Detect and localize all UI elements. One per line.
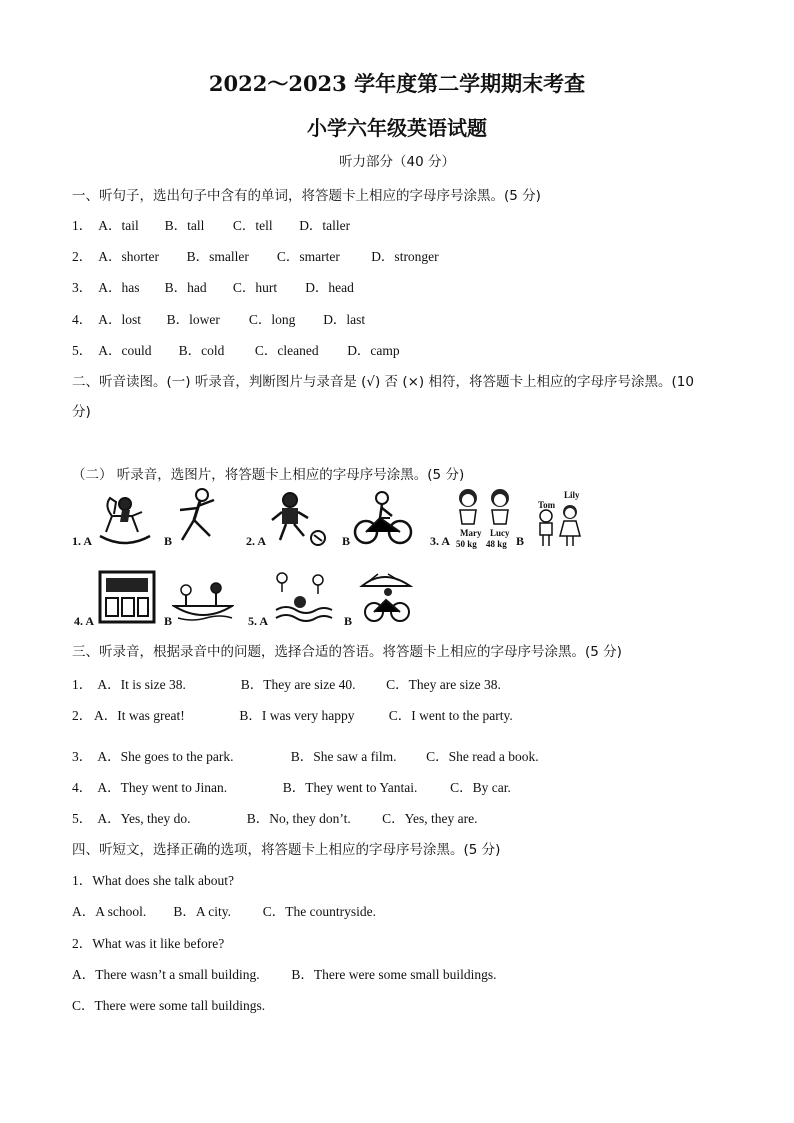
option-b: B．A city. — [173, 904, 232, 919]
s4-question-2: 2．What was it like before? — [72, 936, 225, 951]
s3-question-3 — [72, 745, 539, 765]
option-a: A．A school. — [72, 904, 147, 919]
question-number: 3． — [72, 280, 93, 295]
option-d: D．taller — [299, 218, 351, 233]
picture-row-2 — [72, 566, 432, 630]
option-d: D．camp — [347, 343, 400, 358]
listening-part-label: 听力部分（40 分） — [339, 154, 455, 170]
option-a: A．Yes, they do. — [97, 811, 191, 826]
q1-label-a: 1. A — [72, 534, 93, 548]
q3-label-a: 3. A — [430, 534, 451, 548]
option-a: A．They went to Jinan. — [97, 780, 228, 795]
option-a: A．tail — [98, 218, 139, 233]
option-d: D．head — [305, 280, 354, 295]
shop-picture-image — [96, 568, 158, 626]
mary-label: Mary — [460, 528, 482, 538]
boy-bicycle-image — [352, 488, 414, 548]
option-c: C．I went to the party. — [388, 708, 513, 723]
picture-row-1 — [72, 486, 632, 550]
option-b: B．I was very happy — [239, 708, 355, 723]
boy-girl-height-image — [534, 500, 584, 548]
question-number: 2． — [72, 249, 93, 264]
option-c: C．cleaned — [254, 343, 319, 358]
option-b: B．had — [164, 280, 207, 295]
section2-heading-cont: 分) — [72, 404, 91, 420]
q3-label-b: B — [516, 534, 525, 548]
option-c: C．tell — [232, 218, 273, 233]
option-d: D．stronger — [371, 249, 439, 264]
section1-heading: 一、听句子，选出句子中含有的单词，将答题卡上相应的字母序号涂黑。(5 分) — [72, 188, 541, 204]
question-number: 4． — [72, 312, 93, 327]
question-number: 1． — [72, 677, 93, 692]
section2-heading: 二、听音读图。(一) 听录音，判断图片与录音是 (√) 否 (×) 相符，将答题卡上相应的字母序号涂黑。(10 — [72, 374, 694, 390]
option-a: A．It was great! — [94, 708, 185, 723]
option-a: A．lost — [98, 312, 142, 327]
exam-title: 2022～2023 学年度第二学期期末考查 — [208, 71, 586, 96]
s4-question-2-options — [72, 963, 496, 983]
s1-question-1 — [72, 214, 350, 234]
option-a: A．could — [98, 343, 152, 358]
option-a: A．She goes to the park. — [97, 749, 234, 764]
option-c: C．long — [248, 312, 296, 327]
option-b: B．They are size 40. — [240, 677, 356, 692]
option-a: A．shorter — [98, 249, 160, 264]
option-b: B．smaller — [186, 249, 249, 264]
s1-question-2 — [72, 245, 439, 265]
option-b: B．tall — [164, 218, 205, 233]
boy-football-image — [268, 490, 330, 548]
s3-question-5 — [72, 807, 478, 827]
q4-label-b: B — [164, 614, 173, 628]
q2-label-a: 2. A — [246, 534, 267, 548]
tom-label: Tom — [538, 500, 556, 510]
q2-label-b: B — [342, 534, 351, 548]
cycling-tree-image — [354, 568, 416, 626]
option-c: C．hurt — [232, 280, 278, 295]
question-number: 4． — [72, 780, 93, 795]
lucy-label: Lucy — [490, 528, 510, 538]
option-c: C．By car. — [450, 780, 511, 795]
option-c: C．She read a book. — [426, 749, 539, 764]
s3-question-2-options — [94, 704, 513, 724]
question-number: 5． — [72, 343, 93, 358]
q5-label-b: B — [344, 614, 353, 628]
option-b: B．cold — [178, 343, 225, 358]
lucy-weight: 48 kg — [486, 539, 507, 549]
s3-question-1 — [72, 673, 501, 693]
s3-question-4 — [72, 776, 511, 796]
section4-heading: 四、听短文，选择正确的选项，将答题卡上相应的字母序号涂黑。(5 分) — [72, 842, 501, 858]
q5-label-a: 5. A — [248, 614, 269, 628]
s4-question-1: 1．What does she talk about? — [72, 873, 234, 888]
s4-question-2-option-c: C．There were some tall buildings. — [72, 998, 266, 1013]
option-c: C．smarter — [276, 249, 340, 264]
s1-question-3 — [72, 276, 354, 296]
s1-question-4 — [72, 308, 365, 328]
mary-weight: 50 kg — [456, 539, 477, 549]
swimming-image — [272, 570, 334, 626]
option-b: B．She saw a film. — [290, 749, 397, 764]
option-c: C．They are size 38. — [386, 677, 501, 692]
section3-heading: 三、听录音，根据录音中的问题，选择合适的答语。将答题卡上相应的字母序号涂黑。(5 分) — [72, 644, 622, 660]
option-b: B．lower — [166, 312, 220, 327]
option-c: C．The countryside. — [262, 904, 376, 919]
q4-label-a: 4. A — [74, 614, 95, 628]
question-number: 1． — [72, 218, 93, 233]
option-b: B．No, they don’t. — [246, 811, 351, 826]
question-number: 5． — [72, 811, 93, 826]
lily-label: Lily — [564, 490, 580, 500]
q1-label-b: B — [164, 534, 173, 548]
section2-sub-heading: （二） 听录音，选图片，将答题卡上相应的字母序号涂黑。(5 分) — [72, 467, 465, 483]
boating-image — [172, 576, 234, 626]
option-d: D．last — [323, 312, 366, 327]
girls-weight-image — [454, 488, 518, 528]
s4-question-1-options — [72, 900, 376, 920]
exam-subtitle: 小学六年级英语试题 — [307, 116, 487, 140]
option-a: A．It is size 38. — [97, 677, 186, 692]
rocking-horse-image — [94, 492, 156, 548]
running-kid-image — [170, 486, 224, 548]
option-b: B．They went to Yantai. — [282, 780, 418, 795]
question-number: 2． — [72, 708, 93, 723]
option-c: C．Yes, they are. — [382, 811, 478, 826]
option-a: A．There wasn’t a small building. — [72, 967, 260, 982]
s1-question-5 — [72, 339, 400, 359]
option-a: A．has — [98, 280, 140, 295]
question-number: 3． — [72, 749, 93, 764]
option-b: B．There were some small buildings. — [291, 967, 497, 982]
